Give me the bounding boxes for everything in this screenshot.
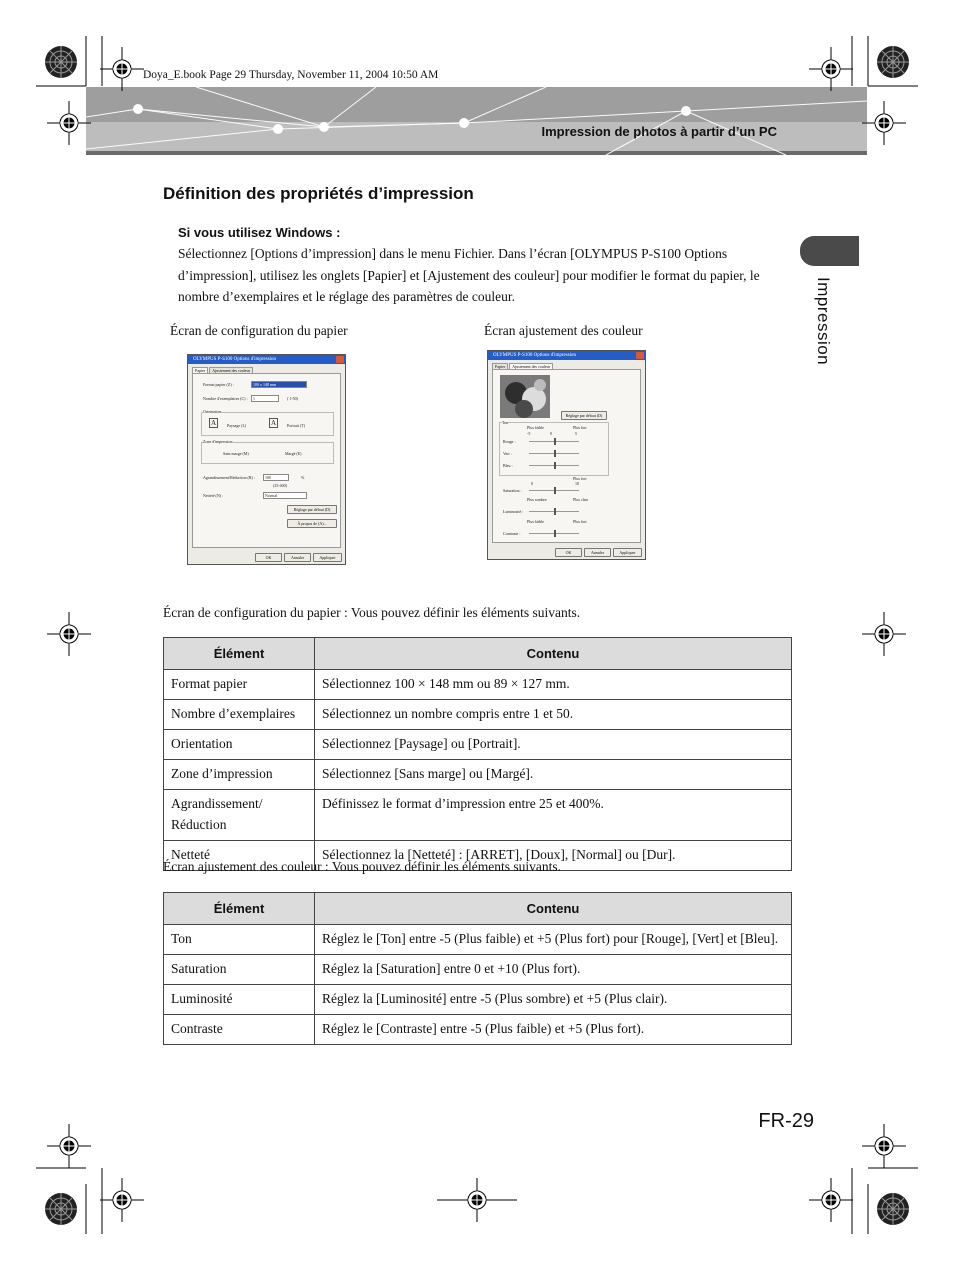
sharpness-label: Netteté (N) :	[203, 493, 224, 498]
enlarge-unit: %	[301, 475, 305, 480]
page-number: FR-29	[758, 1110, 814, 1132]
table-cell: Sélectionnez [Paysage] ou [Portrait].	[315, 730, 792, 760]
color-screen-caption: Écran ajustement des couleur	[484, 323, 643, 338]
enlarge-value: 100	[265, 475, 271, 480]
borderless-option: Sans marge (M)	[223, 451, 249, 456]
table-cell: Zone d’impression	[164, 760, 315, 790]
table-cell: Contraste	[164, 1015, 315, 1045]
starburst-marks	[45, 46, 909, 1225]
copies-value: 1	[253, 396, 255, 401]
paper-cancel-button: Annuler	[284, 553, 311, 562]
orientation-label: Orientation	[203, 409, 222, 414]
color-table-intro: Écran ajustement des couleur : Vous pouvez définir les éléments suivants.	[163, 859, 562, 874]
sat-zero: 0	[531, 481, 533, 486]
tone-zero: 0	[550, 431, 552, 436]
table-cell: Agrandissement/ Réduction	[164, 790, 315, 841]
format-label: Format papier (Z) :	[203, 382, 234, 387]
green-label: Vert :	[503, 451, 512, 456]
tone-max: 5	[575, 431, 577, 436]
tab-color: Ajustement des couleur	[509, 363, 553, 369]
tone-strong-label: Plus fort	[573, 425, 587, 430]
copies-label: Nombre d'exemplaires (C) :	[203, 396, 248, 401]
intro-paragraph: Sélectionnez [Options d’impression] dans le menu Fichier. Dans l’écran [OLYMPUS P-S100 Options d’impression], utilisez les onglets [Papier] et [Ajustement des couleur] pour modifier le format du papier, le nombre d’exemplaires et le réglage des paramètres de couleur.	[178, 246, 760, 304]
dialog-title: OLYMPUS P-S100 Options d'impression	[493, 353, 577, 358]
table-cell: Sélectionnez la [Netteté] : [ARRET], [Doux], [Normal] ou [Dur].	[315, 841, 792, 871]
table-cell: Netteté	[164, 841, 315, 871]
column-header-element: Élément	[164, 893, 315, 925]
color-cancel-button: Annuler	[584, 548, 611, 557]
portrait-option: Portrait (T)	[287, 423, 306, 428]
paper-table-intro: Écran de configuration du papier : Vous pouvez définir les éléments suivants.	[163, 605, 581, 620]
table-cell: Sélectionnez [Sans marge] ou [Margé].	[315, 760, 792, 790]
dialog-title: OLYMPUS P-S100 Options d'impression	[193, 357, 277, 362]
tab-paper: Papier	[192, 367, 208, 373]
copies-range: ( 1-50)	[287, 396, 298, 401]
paper-apply-button: Appliquer	[313, 553, 342, 562]
table-cell: Sélectionnez un nombre compris entre 1 et 50.	[315, 700, 792, 730]
tab-paper: Papier	[492, 363, 508, 369]
sharpness-value: Normal	[265, 493, 278, 498]
format-value: 100 x 148 mm	[253, 382, 277, 387]
column-header-element: Élément	[164, 638, 315, 670]
table-cell: Réglez la [Luminosité] entre -5 (Plus sombre) et +5 (Plus clair).	[315, 985, 792, 1015]
table-cell: Réglez la [Saturation] entre 0 et +10 (Plus fort).	[315, 955, 792, 985]
saturation-label: Saturation :	[503, 488, 522, 493]
color-ok-button: OK	[555, 548, 582, 557]
sat-strong-label: Plus fort	[573, 476, 587, 481]
zone-label: Zone d'impression	[203, 439, 233, 444]
bright-dark-label: Plus sombre	[527, 497, 547, 502]
table-cell: Format papier	[164, 670, 315, 700]
blue-label: Bleu :	[503, 463, 513, 468]
section-heading: Définition des propriétés d’impression	[163, 184, 474, 203]
landscape-icon: A	[211, 419, 217, 427]
table-cell: Réglez le [Ton] entre -5 (Plus faible) et +5 (Plus fort) pour [Rouge], [Vert] et [Bleu].	[315, 925, 792, 955]
tone-label: Ton	[502, 420, 509, 425]
tone-min: -5	[527, 431, 531, 436]
header-title: Impression de photos à partir d’un PC	[541, 124, 777, 139]
print-info: Doya_E.book Page 29 Thursday, November 11, 2004 10:50 AM	[143, 69, 439, 81]
red-label: Rouge :	[503, 439, 516, 444]
tab-color: Ajustement des couleur	[209, 367, 253, 373]
sat-max: 10	[575, 481, 579, 486]
tone-weak-label: Plus faible	[527, 425, 544, 430]
side-tab-label: Impression	[814, 277, 833, 366]
table-cell: Luminosité	[164, 985, 315, 1015]
bright-light-label: Plus clair	[573, 497, 588, 502]
table-cell: Réglez le [Contraste] entre -5 (Plus faible) et +5 (Plus fort).	[315, 1015, 792, 1045]
enlarge-range: (25-400)	[273, 483, 287, 488]
column-header-content: Contenu	[315, 893, 792, 925]
contrast-weak-label: Plus faible	[527, 519, 544, 524]
color-default-button: Réglage par défaut (D)	[561, 411, 607, 420]
landscape-option: Paysage (L)	[227, 423, 247, 428]
contrast-label: Contraste :	[503, 531, 521, 536]
brightness-label: Luminosité :	[503, 509, 524, 514]
table-cell: Ton	[164, 925, 315, 955]
table-cell: Saturation	[164, 955, 315, 985]
table-cell: Nombre d’exemplaires	[164, 700, 315, 730]
color-apply-button: Appliquer	[613, 548, 642, 557]
table-cell: Sélectionnez 100 × 148 mm ou 89 × 127 mm.	[315, 670, 792, 700]
contrast-strong-label: Plus fort	[573, 519, 587, 524]
windows-label: Si vous utilisez Windows :	[178, 225, 341, 240]
table-cell: Orientation	[164, 730, 315, 760]
table-cell: Définissez le format d’impression entre 25 et 400%.	[315, 790, 792, 841]
about-button: À propos de (A)...	[287, 519, 337, 528]
paper-screen-caption: Écran de configuration du papier	[170, 323, 348, 338]
paper-ok-button: OK	[255, 553, 282, 562]
bordered-option: Margé (E)	[285, 451, 302, 456]
enlarge-label: Agrandissement/Réduction (R) :	[203, 475, 255, 480]
portrait-icon: A	[271, 419, 277, 427]
crosshair-marks	[47, 47, 906, 1222]
column-header-content: Contenu	[315, 638, 792, 670]
paper-default-button: Réglage par défaut (D)	[287, 505, 337, 514]
